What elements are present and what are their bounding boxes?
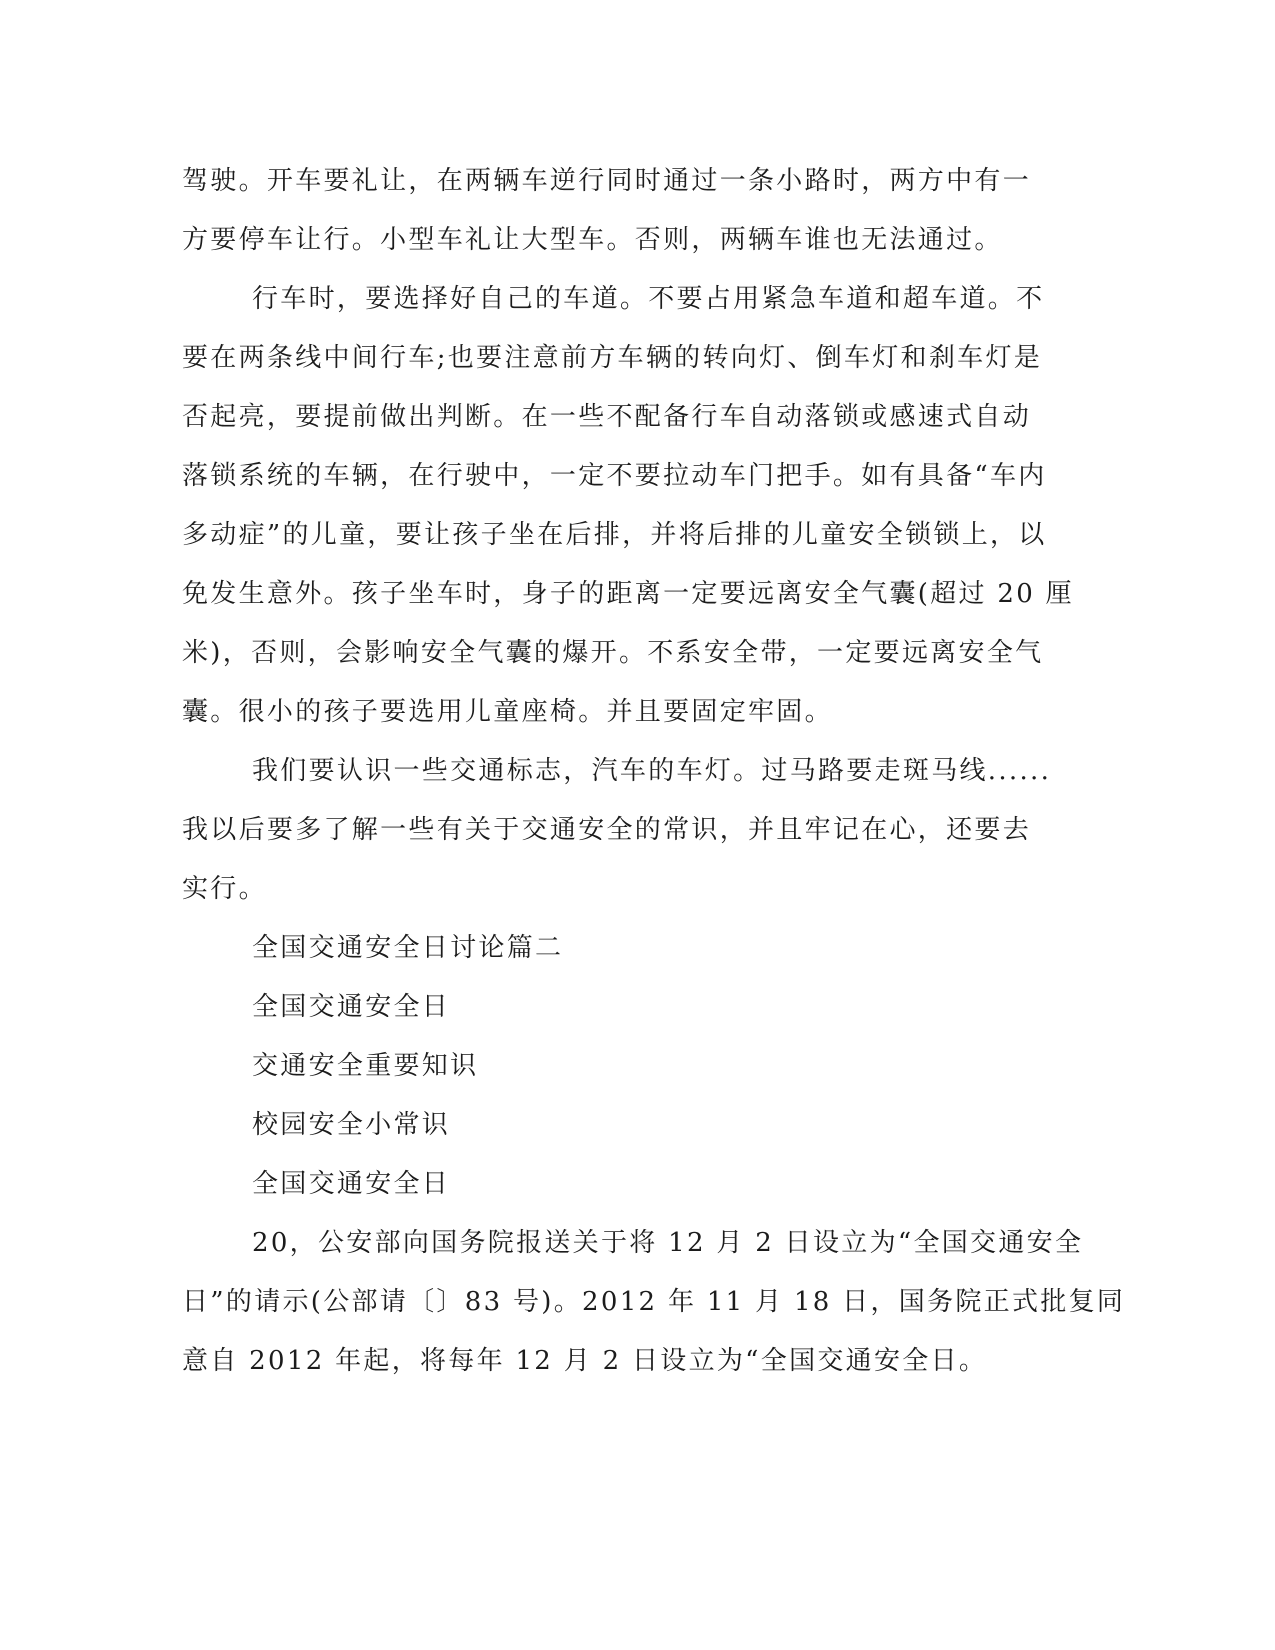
text-line: 驾驶。开车要礼让，在两辆车逆行同时通过一条小路时，两方中有一 [182,166,1032,196]
text-line: 我以后要多了解一些有关于交通安全的常识，并且牢记在心，还要去 [182,815,1032,845]
section-heading: 全国交通安全日讨论篇二 [252,933,564,963]
paragraph-lane-safety [182,270,1074,742]
paragraph-courtesy-driving [182,152,1034,270]
paragraph-traffic-signs [182,742,1052,919]
text-line: 行车时，要选择好自己的车道。不要占用紧急车道和超车道。不 [252,284,1045,314]
text-line: 日”的请示(公部请〔〕83 号)。2012 年 11 月 18 日，国务院正式批复同 [182,1287,1126,1317]
section-heading: 全国交通安全日 [252,992,451,1022]
text-line: 我们要认识一些交通标志，汽车的车灯。过马路要走斑马线...... [252,756,1052,786]
text-line: 实行。 [182,874,267,904]
text-line: 20，公安部向国务院报送关于将 12 月 2 日设立为“全国交通安全 [252,1228,1084,1258]
text-line: 要在两条线中间行车;也要注意前方车辆的转向灯、倒车灯和刹车灯是 [182,343,1043,373]
text-line: 否起亮，要提前做出判断。在一些不配备行车自动落锁或感速式自动 [182,402,1032,432]
text-line: 意自 2012 年起，将每年 12 月 2 日设立为“全国交通安全日。 [182,1346,988,1376]
text-line: 方要停车让行。小型车礼让大型车。否则，两辆车谁也无法通过。 [182,225,1003,255]
paragraph-safety-day-history [182,1214,1126,1391]
text-line: 落锁系统的车辆，在行驶中，一定不要拉动车门把手。如有具备“车内 [182,461,1047,491]
text-line: 米)，否则，会影响安全气囊的爆开。不系安全带，一定要远离安全气 [182,638,1044,668]
section-heading: 全国交通安全日 [252,1169,451,1199]
document-page [182,152,1126,1391]
section-heading: 交通安全重要知识 [252,1051,479,1081]
section-heading: 校园安全小常识 [252,1110,451,1140]
text-line: 囊。很小的孩子要选用儿童座椅。并且要固定牢固。 [182,697,833,727]
text-line: 免发生意外。孩子坐车时，身子的距离一定要远离安全气囊(超过 20 厘 [182,579,1074,609]
text-line: 多动症”的儿童，要让孩子坐在后排，并将后排的儿童安全锁锁上，以 [182,520,1047,550]
